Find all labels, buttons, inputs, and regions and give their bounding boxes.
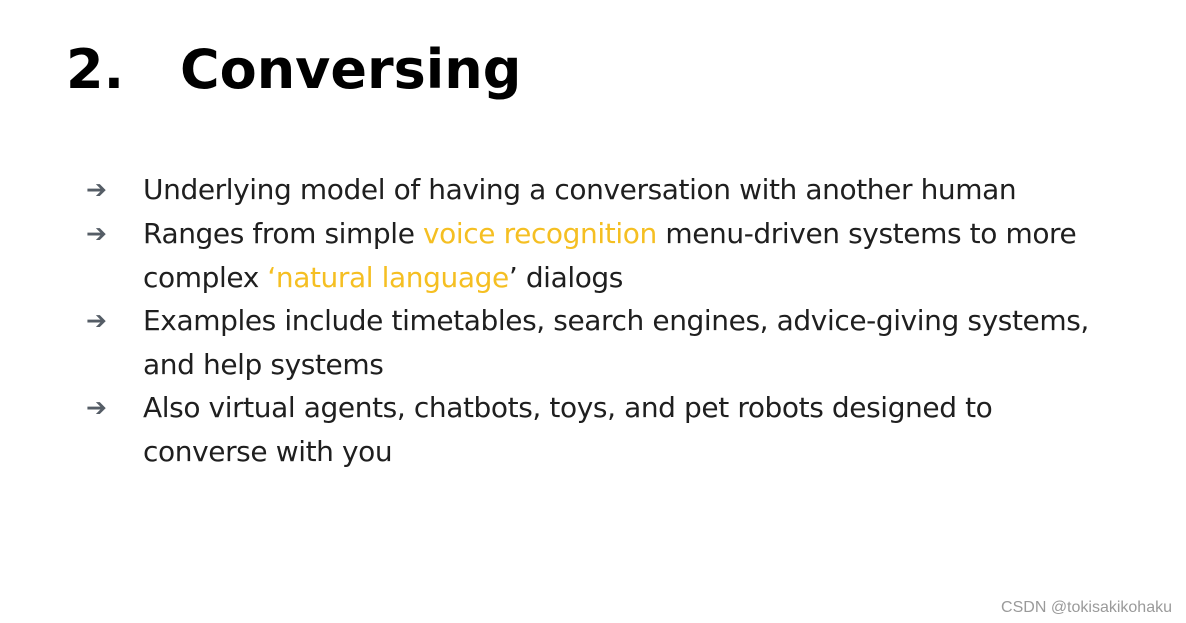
highlight-voice-recognition: voice recognition (423, 217, 657, 250)
arrow-right-icon: ➔ (86, 175, 107, 204)
arrow-right-icon: ➔ (86, 306, 107, 335)
bullet-text: Examples include timetables, search engines, advice-giving systems, and help systems (143, 304, 1089, 381)
bullet-item (86, 299, 1096, 386)
bullet-text: Underlying model of having a conversation with another human (143, 173, 1017, 206)
section-number: 2. (66, 38, 125, 101)
bullet-list (86, 168, 1096, 473)
bullet-text: Also virtual agents, chatbots, toys, and pet robots designed to converse with you (143, 391, 993, 468)
bullet-item (86, 168, 1096, 212)
section-title: Conversing (180, 38, 522, 101)
watermark: CSDN @tokisakikohaku (1001, 599, 1172, 616)
bullet-text: Ranges from simple voice recognition menu-driven systems to more complex ‘natural language’ dialogs (143, 217, 1077, 294)
arrow-right-icon: ➔ (86, 219, 107, 248)
slide-title (66, 34, 521, 106)
arrow-right-icon: ➔ (86, 393, 107, 422)
bullet-item (86, 386, 1096, 473)
highlight-natural-language: ‘natural language (267, 260, 509, 294)
bullet-item (86, 212, 1096, 299)
